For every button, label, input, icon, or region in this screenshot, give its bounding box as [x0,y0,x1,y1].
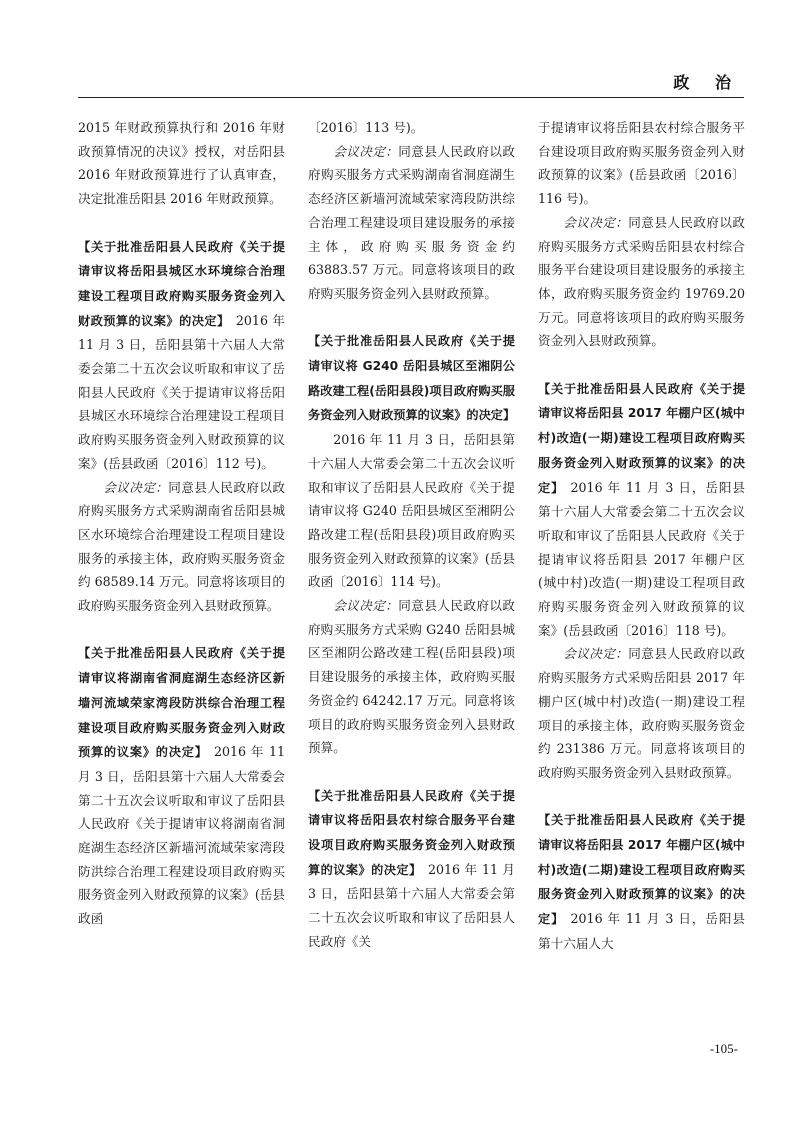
entry-paragraph [78,235,285,476]
decision-paragraph [78,476,285,618]
entry-paragraph [538,377,745,643]
text-column-1 [78,116,285,931]
decision-label: 会议决定： [103,479,169,495]
decision-paragraph [538,211,745,353]
entry-body: 2016 年 11 月 3 日，岳阳县第十六届人大常委会第二十五次会议听取和审议了岳阳县人民政府《关 [308,861,516,949]
decision-text: 同意县人民政府以政府购买服务方式采购岳阳县农村综合服务平台建设项目建设服务的承接主体，政府购买服务资金约 19769.20 万元。同意将该项目的政府购买服务资金列入县财政预算。 [538,214,746,349]
entry-heading: 【关于批准岳阳县人民政府《关于提请审议将湖南省洞庭湖生态经济区新墙河流域荣家湾段防洪综合治理工程建设项目政府购买服务资金列入财政预算的议案》的决定】 [78,646,285,760]
entry-body: 2016 年 11 月 3 日，岳阳县第十六届人大 [538,911,745,951]
paragraph-spacer [78,211,285,235]
paragraph-spacer [308,306,515,330]
decision-paragraph [538,642,745,784]
entry-paragraph [308,784,515,954]
paragraph-text: 2016 年 11 月 3 日，岳阳县第十六届人大常委会第二十五次会议听取和审议了岳阳县人民政府《关于提请审议将 G240 岳阳县城区至湘阴公路改建工程(岳阳县段)项目政府购买服务资金列入财政预算的议案》(岳县政函〔2016〕114 号)。 [308,432,515,590]
decision-text: 同意县人民政府以政府购买服务方式采购岳阳县 2017 年棚户区(城中村)改造(一期)建设工程项目的承接主体，政府购买服务资金约 231386 万元。同意将该项目的政府购买服务资金列入县财政预算。 [538,646,746,780]
paragraph-spacer [538,785,745,809]
text-column-3 [538,116,745,956]
decision-label: 会议决定： [333,598,399,614]
paragraph-text: 〔2016〕113 号)。 [308,120,424,135]
decision-text: 同意县人民政府以政府购买服务方式采购湖南省岳阳县城区水环境综合治理建设工程项目建设服务的承接主体，政府购买服务资金约 68589.14 万元。同意将该项目的政府购买服务资金列入县财政预算。 [78,479,286,614]
paragraph-text: 2015 年财政预算执行和 2016 年财政预算情况的决议》授权，对岳阳县 2016 年财政预算进行了认真审查，决定批准岳阳县 2016 年财政预算。 [78,120,285,207]
body-paragraph [308,116,515,140]
entry-body: 2016 年 11 月 3 日，岳阳县第十六届人大常委会第二十五次会议听取和审议了岳阳县人民政府《关于提请审议将岳阳县 2017 年棚户区(城中村)改造(一期)建设工程项目政府购买服务资金列入财政预算的议案》(岳县政函〔2016〕118 号)。 [538,479,745,638]
decision-label: 会议决定： [563,214,629,230]
header-rule [78,97,744,98]
entry-heading: 【关于批准岳阳县人民政府《关于提请审议将岳阳县 2017 年棚户区(城中村)改造(一期)建设工程项目政府购买服务资金列入财政预算的议案》的决定】 [538,381,745,495]
entry-paragraph [538,808,745,955]
paragraph-text: 于提请审议将岳阳县农村综合服务平台建设项目政府购买服务资金列入财政预算的议案》(岳县政函〔2016〕116 号)。 [538,120,745,207]
body-paragraph [538,116,745,211]
entry-body: 2016 年 11 月 3 日，岳阳县第十六届人大常委会第二十五次会议听取和审议了岳阳县人民政府《关于提请审议将湖南省洞庭湖生态经济区新墙河流域荣家湾段防洪综合治理工程建设项目政府购买服务资金列入财政预算的议案》(岳县政函 [78,744,285,927]
decision-paragraph [308,594,515,760]
section-title: 政 治 [673,73,741,92]
decision-text: 同意县人民政府以政府购买服务方式采购湖南省洞庭湖生态经济区新墙河流域荣家湾段防洪综合治理工程建设项目建设服务的承接主体，政府购买服务资金约 63883.57 万元。同意将该项目的政府购买服务资金列入县财政预算。 [308,143,516,301]
body-paragraph [308,428,515,594]
entry-heading: 【关于批准岳阳县人民政府《关于提请审议将 G240 岳阳县城区至湘阴公路改建工程(岳阳县段)项目政府购买服务资金列入财政预算的议案》的决定】 [308,334,516,423]
body-paragraph [78,116,285,211]
entry-paragraph [308,329,515,428]
decision-paragraph [308,140,515,306]
paragraph-spacer [78,618,285,642]
entry-body: 2016 年 11 月 3 日，岳阳县第十六届人大常委会第二十五次会议听取和审议了岳阳县人民政府《关于提请审议将岳阳县城区水环境综合治理建设工程项目政府购买服务资金列入财政预算的议案》(岳县政函〔2016〕112 号)。 [78,312,285,471]
page-number: -105- [709,1041,738,1056]
entry-heading: 【关于批准岳阳县人民政府《关于提请审议将岳阳县农村综合服务平台建设项目政府购买服务资金列入财政预算的议案》的决定】 [308,788,515,877]
entry-heading: 【关于批准岳阳县人民政府《关于提请审议将岳阳县城区水环境综合治理建设工程项目政府购买服务资金列入财政预算的议案》的决定】 [78,239,285,328]
entry-heading: 【关于批准岳阳县人民政府《关于提请审议将岳阳县 2017 年棚户区(城中村)改造(二期)建设工程项目政府购买服务资金列入财政预算的议案》的决定】 [538,813,745,927]
decision-label: 会议决定： [333,143,399,159]
decision-text: 同意县人民政府以政府购买服务方式采购 G240 岳阳县城区至湘阴公路改建工程(岳阳县段)项目建设服务的承接主体，政府购买服务资金约 64242.17 万元。同意将该项目的政府购买服务资金列入县财政预算。 [308,598,516,756]
text-column-2 [308,116,515,954]
paragraph-spacer [308,760,515,784]
decision-label: 会议决定： [563,646,629,662]
paragraph-spacer [538,353,745,377]
entry-paragraph [78,641,285,930]
